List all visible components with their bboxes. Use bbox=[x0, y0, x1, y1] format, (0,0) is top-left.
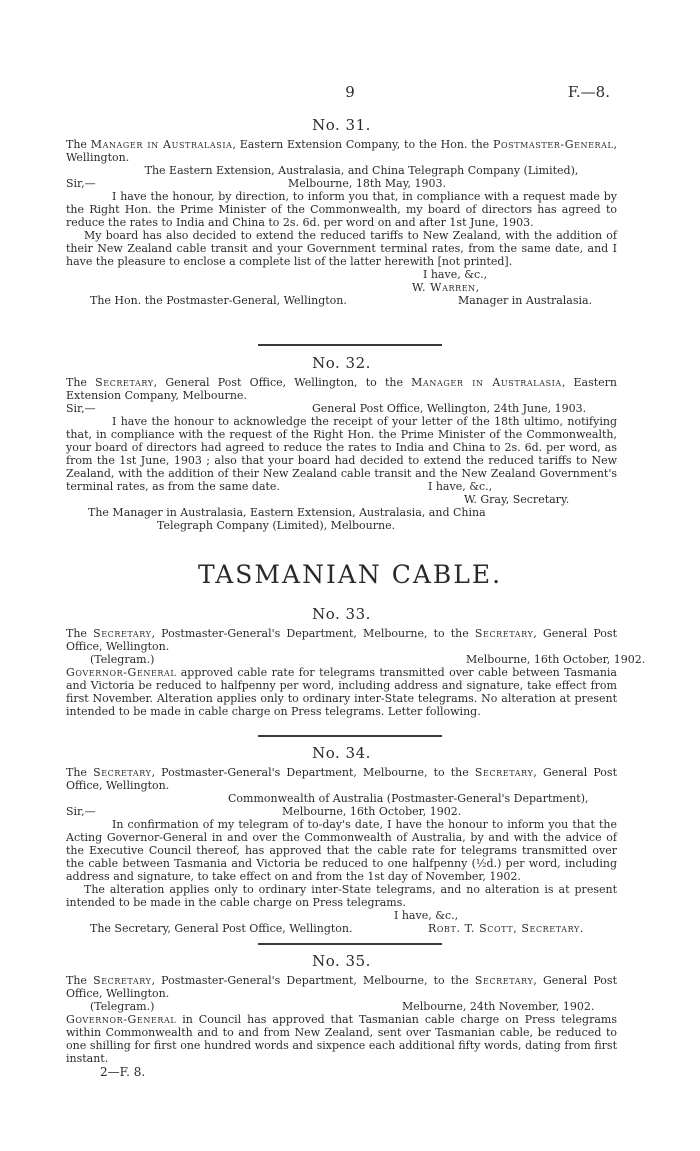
letter-32-addressee-1: The Manager in Australasia, Eastern Extension, Australasia, and China bbox=[88, 506, 486, 519]
letter-35-heading: No. 35. bbox=[312, 952, 371, 970]
letter-31-paragraph-1: I have the honour, by direction, to inform you that, in compliance with a request made by the Right Hon. the Prime Minister of the Commonwealth, my board of directors has agreed to reduce the rates to India and China to 2s. 6d. per word on and after 1st June, 1903. bbox=[66, 190, 617, 229]
letter-34-addressee: The Secretary, General Post Office, Wellington. bbox=[90, 922, 353, 935]
letter-32-salutation: Sir,— bbox=[66, 402, 96, 415]
letter-31-paragraph-2: My board has also decided to extend the reduced tariffs to New Zealand, with the addition of their New Zealand cable transit and your Government terminal rates, from the same date, and I have the pleasure to enclose a complete list of the latter herewith [not printed]. bbox=[66, 229, 617, 268]
letter-33-telegram-label: (Telegram.) bbox=[90, 653, 155, 666]
letter-34-heading: No. 34. bbox=[312, 744, 371, 762]
letter-31-addressee: The Hon. the Postmaster-General, Wellington. bbox=[90, 294, 347, 307]
letter-33-place-date: Melbourne, 16th October, 1902. bbox=[466, 653, 646, 666]
letter-34-paragraph-1: In confirmation of my telegram of to-day's date, I have the honour to inform you that the Acting Governor-General in and over the Commonwealth of Australia, by and with the advice of the Executive Council thereof, has approved that the cable rate for telegrams transmitted over the cable between Tasmania and Victoria be reduced to one halfpenny (½d.) per word, including address and signature, to take effect on and from the 1st day of November, 1902. bbox=[66, 818, 617, 883]
page-number: 9 bbox=[345, 83, 355, 101]
footer-reference: 2—F. 8. bbox=[100, 1065, 146, 1079]
letter-31-closing: I have, &c., bbox=[423, 268, 488, 281]
letter-31 bbox=[66, 116, 617, 307]
letter-34 bbox=[66, 744, 617, 935]
letter-33-heading: No. 33. bbox=[312, 605, 371, 623]
letter-32 bbox=[66, 354, 617, 532]
letter-34-salutation-row bbox=[66, 805, 617, 818]
letter-34-paragraph-2: The alteration applies only to ordinary inter-State telegrams, and no alteration is at present intended to be made in the cable charge on Press telegrams. bbox=[66, 883, 617, 909]
letter-32-addressee-2: Telegraph Company (Limited), Melbourne. bbox=[157, 519, 396, 532]
letter-35 bbox=[66, 952, 617, 1079]
section-title: TASMANIAN CABLE. bbox=[197, 560, 503, 589]
letter-31-signer-title: Manager in Australasia. bbox=[458, 294, 593, 307]
letter-31-company: The Eastern Extension, Australasia, and China Telegraph Company (Limited), bbox=[144, 164, 579, 177]
letter-31-place-date: Melbourne, 18th May, 1903. bbox=[288, 177, 446, 190]
letter-32-closing: I have, &c., bbox=[428, 480, 493, 493]
letter-35-telegram-row bbox=[66, 1000, 617, 1013]
letter-34-signer: Robt. T. Scott, Secretary. bbox=[428, 922, 584, 935]
section-rule bbox=[258, 344, 442, 346]
letter-34-header: The Secretary, Postmaster-General's Department, Melbourne, to the Secretary, General Post Office, Wellington. bbox=[66, 766, 617, 792]
letter-33-telegram-row bbox=[66, 653, 646, 666]
letter-32-heading: No. 32. bbox=[312, 354, 371, 372]
letter-33 bbox=[66, 605, 646, 718]
letter-31-signer: W. Warren, bbox=[412, 281, 480, 294]
section-rule bbox=[258, 943, 442, 945]
letter-33-header: The Secretary, Postmaster-General's Department, Melbourne, to the Secretary, General Post Office, Wellington. bbox=[66, 627, 617, 653]
letter-35-place-date: Melbourne, 24th November, 1902. bbox=[402, 1000, 595, 1013]
page-reference: F.—8. bbox=[567, 83, 610, 101]
letter-35-header: The Secretary, Postmaster-General's Department, Melbourne, to the Secretary, General Post Office, Wellington. bbox=[66, 974, 617, 1000]
letter-32-paragraph-1: I have the honour to acknowledge the receipt of your letter of the 18th ultimo, notifying that, in compliance with the request of the Right Hon. the Prime Minister of the Commonwealth, your board of directors had agreed to reduce the rates to India and China to 2s. 6d. per word, as from the 1st June, 1903 ; also that your board had decided to extend the reduced tariffs to New Zealand, with the addition of their New Zealand cable transit and the New Zealand Government's terminal rates, as from the same date. bbox=[66, 415, 617, 493]
letter-33-body: Governor-General approved cable rate for telegrams transmitted over cable between Tasmania and Victoria be reduced to halfpenny per word, including address and signature, take effect from first November. Alteration applies only to ordinary inter-State telegrams. No alteration at present intended to be made in cable charge on Press telegrams. Letter following. bbox=[66, 666, 617, 718]
letter-35-body: Governor-General in Council has approved that Tasmanian cable charge on Press telegrams within Commonwealth and to and from New Zealand, sent over Tasmanian cable, be reduced to one shilling for first one hundred words and sixpence each additional fifty words, dating from first instant. bbox=[66, 1013, 617, 1065]
letter-34-closing: I have, &c., bbox=[394, 909, 459, 922]
letter-32-header: The Secretary, General Post Office, Wellington, to the Manager in Australasia, Eastern Extension Company, Melbourne. bbox=[66, 376, 618, 402]
letter-34-place-date: Melbourne, 16th October, 1902. bbox=[282, 805, 462, 818]
letter-34-salutation: Sir,— bbox=[66, 805, 96, 818]
letter-31-heading: No. 31. bbox=[312, 116, 371, 134]
letter-34-department: Commonwealth of Australia (Postmaster-General's Department), bbox=[228, 792, 589, 805]
section-rule bbox=[258, 735, 442, 737]
letter-32-salutation-row bbox=[66, 402, 617, 415]
letter-32-place-date: General Post Office, Wellington, 24th June, 1903. bbox=[312, 402, 587, 415]
letter-31-header: The Manager in Australasia, Eastern Extension Company, to the Hon. the Postmaster-General, Wellington. bbox=[66, 138, 617, 164]
letter-31-salutation: Sir,— bbox=[66, 177, 96, 190]
letter-31-salutation-row bbox=[66, 177, 617, 190]
letter-35-telegram-label: (Telegram.) bbox=[90, 1000, 155, 1013]
letter-32-signer: W. Gray, Secretary. bbox=[464, 493, 570, 506]
